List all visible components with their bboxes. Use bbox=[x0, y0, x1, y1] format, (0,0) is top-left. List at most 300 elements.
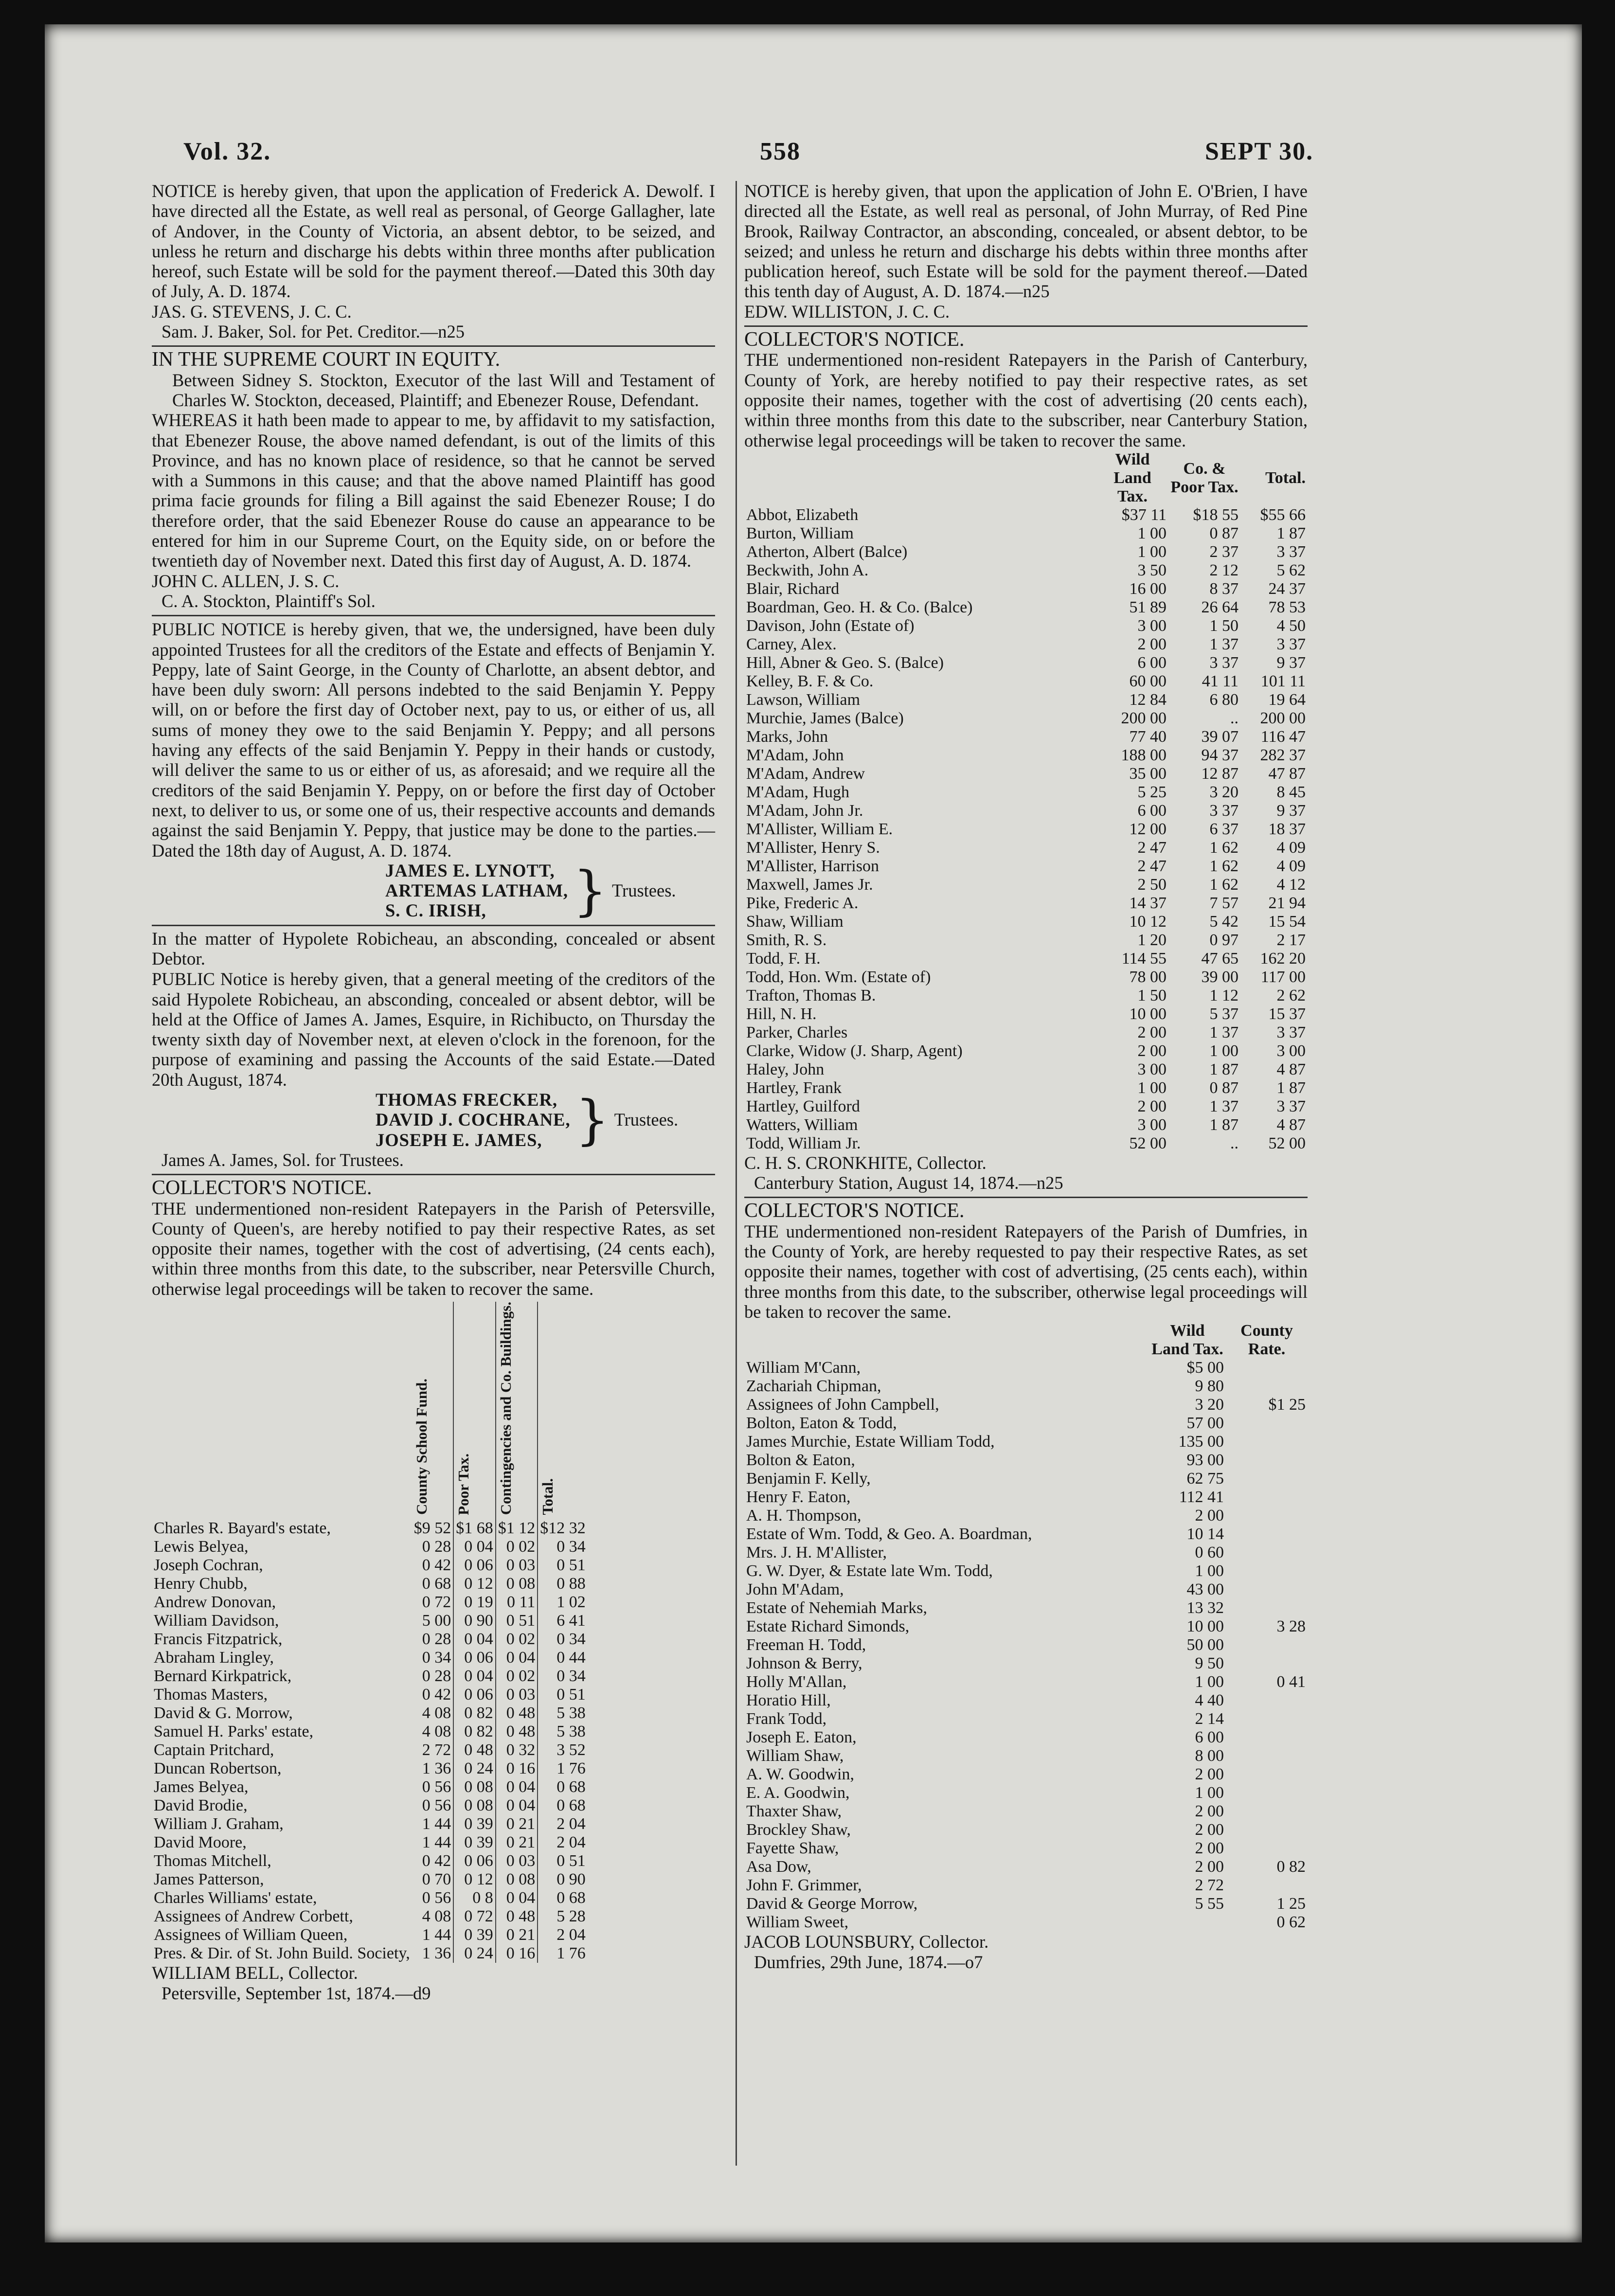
rate-value: $1 12 bbox=[496, 1519, 538, 1538]
rate-value: 0 90 bbox=[453, 1612, 496, 1630]
rate-value: 1 62 bbox=[1209, 857, 1238, 875]
rate-value: 2 00 bbox=[1195, 1858, 1224, 1876]
rule bbox=[744, 325, 1308, 327]
ratepayer-name: M'Allister, William E. bbox=[746, 820, 893, 838]
rate-value: 21 94 bbox=[1268, 894, 1306, 912]
rate-value: 0 51 bbox=[496, 1612, 538, 1630]
ratepayer-name: Hartley, Guilford bbox=[746, 1097, 860, 1115]
rate-value: 57 00 bbox=[1186, 1414, 1224, 1433]
rate-value: 0 90 bbox=[556, 1870, 586, 1889]
table-row bbox=[744, 1377, 1308, 1396]
rate-value: 0 16 bbox=[496, 1944, 538, 1963]
notice-date: Canterbury Station, August 14, 1874.—n25 bbox=[754, 1173, 1063, 1193]
rate-value bbox=[1226, 1636, 1308, 1654]
rate-value: 0 87 bbox=[1209, 524, 1238, 542]
table-row bbox=[744, 1005, 1308, 1023]
ratepayer-name: Henry F. Eaton, bbox=[746, 1488, 851, 1507]
ratepayer-name: Marks, John bbox=[746, 727, 828, 746]
ratepayer-name: John M'Adam, bbox=[746, 1580, 844, 1599]
rate-value: 0 04 bbox=[453, 1667, 496, 1686]
rate-value: 1 87 bbox=[1209, 1060, 1238, 1078]
table-row bbox=[744, 1359, 1308, 1377]
rate-value: 8 37 bbox=[1209, 579, 1238, 598]
column-header: Wild Land Tax. bbox=[1113, 450, 1151, 505]
notice-date: Dumfries, 29th June, 1874.—o7 bbox=[754, 1952, 983, 1972]
ratepayer-name: Captain Pritchard, bbox=[154, 1741, 274, 1759]
rate-value: 0 04 bbox=[496, 1796, 538, 1815]
notice-dewolf bbox=[152, 181, 715, 341]
notice-supreme-court bbox=[152, 350, 715, 611]
rate-value: 3 37 bbox=[1276, 1097, 1306, 1115]
rate-value: 4 50 bbox=[1276, 616, 1306, 635]
dumfries-rates-table bbox=[744, 1322, 1308, 1932]
rate-value bbox=[1226, 1562, 1308, 1580]
notice-heading: COLLECTOR'S NOTICE. bbox=[152, 1177, 372, 1200]
rate-value bbox=[1226, 1525, 1308, 1543]
rate-value: 1 50 bbox=[1137, 986, 1166, 1004]
rate-value: 0 51 bbox=[556, 1852, 586, 1870]
ratepayer-name: Holly M'Allan, bbox=[746, 1673, 847, 1691]
table-row bbox=[744, 876, 1308, 894]
rate-value bbox=[1226, 1765, 1308, 1784]
rate-value: 9 80 bbox=[1195, 1377, 1224, 1396]
table-row bbox=[152, 1593, 588, 1612]
rate-value: 0 21 bbox=[496, 1815, 538, 1833]
ratepayer-name: Todd, Hon. Wm. (Estate of) bbox=[746, 968, 931, 986]
rate-value: .. bbox=[1230, 709, 1238, 727]
rate-value: 1 12 bbox=[1209, 986, 1238, 1004]
table-row bbox=[744, 1433, 1308, 1451]
table-row bbox=[152, 1759, 588, 1778]
rate-value: 2 12 bbox=[1209, 561, 1238, 579]
rate-value bbox=[1226, 1377, 1308, 1396]
rate-value: 0 72 bbox=[453, 1907, 496, 1926]
ratepayer-name: Francis Fitzpatrick, bbox=[154, 1630, 283, 1649]
rate-value: 60 00 bbox=[1129, 672, 1166, 690]
newspaper-page bbox=[45, 24, 1582, 2242]
rate-value: 0 56 bbox=[412, 1796, 454, 1815]
table-row bbox=[744, 1079, 1308, 1097]
rate-value: 0 42 bbox=[412, 1556, 454, 1575]
rate-value: 282 37 bbox=[1260, 746, 1306, 764]
ratepayer-name: Todd, F. H. bbox=[746, 949, 821, 968]
rate-value: 4 08 bbox=[412, 1704, 454, 1722]
rate-value: 3 52 bbox=[556, 1741, 586, 1759]
notice-peppy-trustees bbox=[152, 619, 715, 920]
table-row bbox=[744, 709, 1308, 728]
rate-value: 0 56 bbox=[412, 1889, 454, 1907]
table-row bbox=[152, 1944, 588, 1963]
ratepayer-name: Blair, Richard bbox=[746, 579, 840, 598]
rate-value: 2 00 bbox=[1195, 1821, 1224, 1839]
rate-value: 18 37 bbox=[1268, 820, 1306, 838]
table-row bbox=[744, 1784, 1308, 1802]
ratepayer-name: Maxwell, James Jr. bbox=[746, 875, 873, 894]
column-header: Contingencies and Co. Buildings. bbox=[496, 1302, 538, 1519]
notice-text: WHEREAS it hath been made to appear to me, by affidavit to my satisfaction, that Ebenezer Rouse, the above named defendant, is out of the limits of this Province, and has no known place of residence, so that he cannot be served with a Summons in this cause; and that the above named Plaintiff has good prima facie grounds for filing a Bill against the said Ebenezer Rouse; I do therefore order, that the said Ebenezer Rouse do cause an appearance to be entered for him in our Supreme Court, on the Equity side, on or before the twentieth day of November next. Dated this first day of August, A. D. 1874. bbox=[152, 410, 715, 571]
rate-value: 5 62 bbox=[1276, 561, 1306, 579]
rate-value bbox=[1149, 1913, 1226, 1932]
rate-value: 0 19 bbox=[453, 1593, 496, 1612]
rate-value: 9 37 bbox=[1276, 653, 1306, 672]
collector-notice-canterbury bbox=[744, 330, 1308, 1193]
rule bbox=[152, 615, 715, 616]
rate-value: $37 11 bbox=[1121, 505, 1166, 524]
notice-heading: COLLECTOR'S NOTICE. bbox=[744, 328, 965, 351]
rate-value: 2 47 bbox=[1137, 838, 1166, 857]
table-row bbox=[744, 1562, 1308, 1580]
table-row bbox=[152, 1630, 588, 1649]
rate-value bbox=[1226, 1599, 1308, 1617]
rate-value: 0 21 bbox=[496, 1833, 538, 1852]
rate-value bbox=[1226, 1543, 1308, 1562]
table-row bbox=[744, 894, 1308, 913]
rate-value: 6 41 bbox=[556, 1612, 586, 1630]
rate-value: 94 37 bbox=[1201, 746, 1238, 764]
ratepayer-name: Clarke, Widow (J. Sharp, Agent) bbox=[746, 1041, 963, 1060]
table-row bbox=[744, 913, 1308, 931]
rate-value: 0 08 bbox=[453, 1796, 496, 1815]
ratepayer-name: Fayette Shaw, bbox=[746, 1839, 839, 1858]
ratepayer-name: Henry Chubb, bbox=[154, 1575, 248, 1593]
rate-value: $18 55 bbox=[1193, 505, 1238, 524]
collector-notice-petersville bbox=[152, 1178, 715, 2003]
rate-value bbox=[1226, 1839, 1308, 1858]
rate-value: 6 00 bbox=[1137, 653, 1166, 672]
volume-label: Vol. 32. bbox=[183, 138, 271, 165]
table-row bbox=[744, 968, 1308, 987]
table-row bbox=[152, 1686, 588, 1704]
rate-value: 3 28 bbox=[1276, 1617, 1306, 1636]
ratepayer-name: M'Adam, John Jr. bbox=[746, 801, 863, 820]
ratepayer-name: Atherton, Albert (Balce) bbox=[746, 542, 908, 561]
rate-value: 5 25 bbox=[1137, 783, 1166, 801]
rate-value: 1 44 bbox=[412, 1926, 454, 1944]
table-row bbox=[744, 1913, 1308, 1932]
rate-value: 0 72 bbox=[412, 1593, 454, 1612]
ratepayer-name: Horatio Hill, bbox=[746, 1691, 831, 1710]
rule bbox=[152, 1174, 715, 1175]
rate-value: 0 68 bbox=[556, 1796, 586, 1815]
ratepayer-name: M'Allister, Harrison bbox=[746, 857, 879, 875]
ratepayer-name: Beckwith, John A. bbox=[746, 561, 869, 579]
ratepayer-name: Hill, N. H. bbox=[746, 1004, 817, 1023]
rate-value: 47 87 bbox=[1268, 764, 1306, 783]
rate-value bbox=[1226, 1414, 1308, 1433]
ratepayer-name: Assignees of William Queen, bbox=[154, 1926, 348, 1944]
table-row bbox=[744, 1599, 1308, 1617]
rate-value: 3 50 bbox=[1137, 561, 1166, 579]
rate-value: 3 37 bbox=[1276, 542, 1306, 561]
rate-value bbox=[1226, 1821, 1308, 1839]
ratepayer-name: Watters, William bbox=[746, 1115, 858, 1134]
table-row bbox=[744, 765, 1308, 783]
table-row bbox=[744, 1580, 1308, 1599]
rate-value: 78 53 bbox=[1268, 598, 1306, 616]
column-header: Wild Land Tax. bbox=[1151, 1322, 1223, 1359]
rate-value: 3 37 bbox=[1276, 1023, 1306, 1041]
page-number: 558 bbox=[760, 138, 801, 165]
rule bbox=[744, 1197, 1308, 1198]
table-row bbox=[744, 1654, 1308, 1673]
ratepayer-name: Abbot, Elizabeth bbox=[746, 505, 859, 524]
rate-value: 0 48 bbox=[496, 1722, 538, 1741]
rate-value: 0 04 bbox=[496, 1778, 538, 1796]
table-row bbox=[744, 1858, 1308, 1876]
rate-value: 4 09 bbox=[1276, 838, 1306, 857]
rate-value: 0 16 bbox=[496, 1759, 538, 1778]
rate-value: 4 87 bbox=[1276, 1115, 1306, 1134]
notice-obrien bbox=[744, 181, 1308, 322]
table-row bbox=[744, 1097, 1308, 1116]
rate-value: 1 25 bbox=[1276, 1895, 1306, 1913]
table-row bbox=[152, 1852, 588, 1870]
rate-value: 135 00 bbox=[1178, 1433, 1224, 1451]
solicitor-line: C. A. Stockton, Plaintiff's Sol. bbox=[162, 591, 376, 611]
notice-text: THE undermentioned non-resident Ratepayers of the Parish of Dumfries, in the County of York, are hereby requested to pay their respective Rates, as set opposite their names, together with cost of advertising, (25 cents each), within three months from this date, to the subscriber, otherwise legal proceedings will be taken to recover the same. bbox=[744, 1221, 1308, 1322]
ratepayer-name: M'Adam, Hugh bbox=[746, 783, 850, 801]
table-row bbox=[744, 1451, 1308, 1470]
rate-value: 1 36 bbox=[412, 1759, 454, 1778]
rate-value: 2 04 bbox=[556, 1833, 586, 1852]
rate-value: 51 89 bbox=[1129, 598, 1166, 616]
collector-signature: C. H. S. CRONKHITE, Collector. bbox=[744, 1152, 987, 1173]
ratepayer-name: William Shaw, bbox=[746, 1747, 844, 1765]
rate-value: 2 04 bbox=[556, 1815, 586, 1833]
column-header bbox=[744, 450, 1096, 506]
rate-value: 200 00 bbox=[1260, 709, 1306, 727]
rate-value: 14 37 bbox=[1129, 894, 1166, 912]
rate-value: 1 00 bbox=[1137, 1078, 1166, 1097]
rate-value: 1 00 bbox=[1137, 524, 1166, 542]
ratepayer-name: Todd, William Jr. bbox=[746, 1134, 861, 1152]
rate-value: .. bbox=[1230, 1134, 1238, 1152]
right-column bbox=[744, 181, 1308, 1972]
rate-value: 0 12 bbox=[453, 1575, 496, 1593]
ratepayer-name: M'Adam, Andrew bbox=[746, 764, 865, 783]
rate-value: 0 28 bbox=[412, 1538, 454, 1556]
notice-date: Petersville, September 1st, 1874.—d9 bbox=[162, 1983, 431, 2003]
table-row bbox=[744, 1876, 1308, 1895]
rate-value: 10 00 bbox=[1129, 1004, 1166, 1023]
table-row bbox=[744, 580, 1308, 598]
table-row bbox=[744, 1134, 1308, 1153]
rate-value: 0 08 bbox=[496, 1575, 538, 1593]
rate-value: 4 87 bbox=[1276, 1060, 1306, 1078]
rate-value: 0 82 bbox=[453, 1722, 496, 1741]
rate-value: 77 40 bbox=[1129, 727, 1166, 746]
rate-value: 0 24 bbox=[453, 1944, 496, 1963]
rate-value: 2 62 bbox=[1276, 986, 1306, 1004]
rate-value: 2 04 bbox=[556, 1926, 586, 1944]
rate-value: 0 60 bbox=[1195, 1543, 1224, 1562]
table-row bbox=[744, 1802, 1308, 1821]
rate-value: 1 44 bbox=[412, 1815, 454, 1833]
rate-value: 3 00 bbox=[1276, 1041, 1306, 1060]
rate-value: 0 34 bbox=[556, 1630, 586, 1649]
notice-robicheau bbox=[152, 929, 715, 1170]
rate-value: 0 34 bbox=[556, 1538, 586, 1556]
rate-value: 0 68 bbox=[556, 1778, 586, 1796]
rate-value: 1 37 bbox=[1209, 635, 1238, 653]
rate-value: 52 00 bbox=[1129, 1134, 1166, 1152]
rate-value: 1 76 bbox=[556, 1759, 586, 1778]
ratepayer-name: James Belyea, bbox=[154, 1778, 249, 1796]
ratepayer-name: Trafton, Thomas B. bbox=[746, 986, 876, 1004]
table-row bbox=[744, 543, 1308, 561]
rate-value: 6 00 bbox=[1137, 801, 1166, 820]
ratepayer-name: Smith, R. S. bbox=[746, 931, 827, 949]
table-row bbox=[744, 506, 1308, 524]
notice-text: THE undermentioned non-resident Ratepayers in the Parish of Petersville, County of Queen's, are hereby notified to pay their respective Rates, as set opposite their names, together with the cost of advertising, (24 cents each), within three months from this date, to the subscriber, near Petersville Church, otherwise legal proceedings will be taken to recover the same. bbox=[152, 1198, 715, 1299]
rate-value: 52 00 bbox=[1268, 1134, 1306, 1152]
column-header: Poor Tax. bbox=[453, 1302, 496, 1519]
rate-value: 1 00 bbox=[1195, 1784, 1224, 1802]
table-row bbox=[744, 746, 1308, 765]
table-row bbox=[744, 1507, 1308, 1525]
collector-signature: WILLIAM BELL, Collector. bbox=[152, 1963, 358, 1983]
rate-value: 9 37 bbox=[1276, 801, 1306, 820]
rate-value: 0 70 bbox=[412, 1870, 454, 1889]
rate-value: 0 03 bbox=[496, 1686, 538, 1704]
table-row bbox=[152, 1907, 588, 1926]
ratepayer-name: Pres. & Dir. of St. John Build. Society, bbox=[154, 1944, 410, 1963]
ratepayer-name: Frank Todd, bbox=[746, 1710, 827, 1728]
rate-value: 116 47 bbox=[1260, 727, 1306, 746]
rate-value bbox=[1226, 1710, 1308, 1728]
table-row bbox=[744, 654, 1308, 672]
table-row bbox=[152, 1556, 588, 1575]
ratepayer-name: Hartley, Frank bbox=[746, 1078, 842, 1097]
rate-value: 4 08 bbox=[412, 1722, 454, 1741]
rate-value: 3 37 bbox=[1209, 801, 1238, 820]
rate-value: 35 00 bbox=[1129, 764, 1166, 783]
rate-value bbox=[1226, 1876, 1308, 1895]
rate-value: 1 44 bbox=[412, 1833, 454, 1852]
ratepayer-name: Abraham Lingley, bbox=[154, 1649, 274, 1667]
rate-value: 0 42 bbox=[412, 1686, 454, 1704]
rate-value: 26 64 bbox=[1201, 598, 1238, 616]
rate-value bbox=[1226, 1784, 1308, 1802]
rule bbox=[152, 345, 715, 347]
table-row bbox=[744, 617, 1308, 635]
ratepayer-name: Carney, Alex. bbox=[746, 635, 837, 653]
ratepayer-name: Assignees of Andrew Corbett, bbox=[154, 1907, 353, 1926]
collector-notice-dumfries bbox=[744, 1201, 1308, 1972]
column-header: County Rate. bbox=[1240, 1322, 1293, 1359]
notice-heading: In the matter of Hypolete Robicheau, an absconding, concealed or absent Debtor. bbox=[152, 929, 715, 969]
table-row bbox=[152, 1889, 588, 1907]
table-row bbox=[152, 1833, 588, 1852]
table-row bbox=[744, 987, 1308, 1005]
rate-value: 2 00 bbox=[1195, 1765, 1224, 1784]
table-row bbox=[744, 1710, 1308, 1728]
notice-text: NOTICE is hereby given, that upon the application of Frederick A. Dewolf. I have directed all the Estate, as well real as personal, of George Gallagher, late of Andover, in the County of Victoria, an absent debtor, to be seized, and unless he return and discharge his debts within three months after publication hereof, such Estate will be sold for the payment thereof.—Dated this 30th day of July, A. D. 1874. bbox=[152, 181, 715, 302]
ratepayer-name: William J. Graham, bbox=[154, 1815, 284, 1833]
rate-value: 0 32 bbox=[496, 1741, 538, 1759]
trustee-signatures bbox=[152, 1090, 715, 1150]
rate-value: 0 48 bbox=[496, 1907, 538, 1926]
rate-value: 162 20 bbox=[1260, 949, 1306, 968]
rate-value: 12 00 bbox=[1129, 820, 1166, 838]
rate-value: 0 04 bbox=[496, 1889, 538, 1907]
rate-value: 1 37 bbox=[1209, 1097, 1238, 1115]
column-header: Total. bbox=[1265, 468, 1306, 487]
ratepayer-name: Freeman H. Todd, bbox=[746, 1636, 866, 1654]
rate-value: 200 00 bbox=[1121, 709, 1166, 727]
rate-value: $1 25 bbox=[1268, 1396, 1306, 1414]
ratepayer-name: Kelley, B. F. & Co. bbox=[746, 672, 874, 690]
ratepayer-name: Samuel H. Parks' estate, bbox=[154, 1722, 314, 1741]
ratepayer-name: Benjamin F. Kelly, bbox=[746, 1470, 871, 1488]
ratepayer-name: Thomas Masters, bbox=[154, 1686, 268, 1704]
table-row bbox=[744, 857, 1308, 876]
left-column bbox=[152, 181, 715, 2003]
rate-value: 2 14 bbox=[1195, 1710, 1224, 1728]
rate-value: 2 00 bbox=[1195, 1507, 1224, 1525]
canterbury-rates-table bbox=[744, 450, 1308, 1153]
rate-value: 39 00 bbox=[1201, 968, 1238, 986]
ratepayer-name: Parker, Charles bbox=[746, 1023, 848, 1041]
ratepayer-name: James Patterson, bbox=[154, 1870, 264, 1889]
table-row bbox=[744, 802, 1308, 820]
trustees-label: Trustees. bbox=[614, 1110, 679, 1130]
rate-value: 0 02 bbox=[496, 1538, 538, 1556]
ratepayer-name: Lawson, William bbox=[746, 690, 861, 709]
rate-value: 0 82 bbox=[453, 1704, 496, 1722]
ratepayer-name: Bolton, Eaton & Todd, bbox=[746, 1414, 897, 1433]
table-row bbox=[744, 1042, 1308, 1060]
rate-value: 2 17 bbox=[1276, 931, 1306, 949]
table-row bbox=[744, 561, 1308, 580]
rate-value bbox=[1226, 1691, 1308, 1710]
trustee-name: JOSEPH E. JAMES, bbox=[376, 1130, 542, 1150]
table-row bbox=[744, 1116, 1308, 1134]
table-row bbox=[744, 1895, 1308, 1913]
rate-value: 0 11 bbox=[496, 1593, 538, 1612]
rate-value: 0 34 bbox=[412, 1649, 454, 1667]
rate-value: 15 37 bbox=[1268, 1004, 1306, 1023]
table-row bbox=[744, 1747, 1308, 1765]
table-row bbox=[744, 1765, 1308, 1784]
rate-value: 1 76 bbox=[556, 1944, 586, 1963]
rate-value: 0 06 bbox=[453, 1686, 496, 1704]
ratepayer-name: Assignees of John Campbell, bbox=[746, 1396, 939, 1414]
ratepayer-name: Murchie, James (Balce) bbox=[746, 709, 904, 727]
rate-value: 0 87 bbox=[1209, 1078, 1238, 1097]
ratepayer-name: Charles Williams' estate, bbox=[154, 1889, 317, 1907]
ratepayer-name: Bolton & Eaton, bbox=[746, 1451, 855, 1470]
rate-value: 93 00 bbox=[1186, 1451, 1224, 1470]
rule bbox=[152, 925, 715, 926]
rate-value: 5 28 bbox=[556, 1907, 586, 1926]
collector-signature: JACOB LOUNSBURY, Collector. bbox=[744, 1932, 989, 1952]
rate-value: 0 12 bbox=[453, 1870, 496, 1889]
table-row bbox=[744, 1821, 1308, 1839]
notice-heading: IN THE SUPREME COURT IN EQUITY. bbox=[152, 348, 501, 371]
ratepayer-name: Joseph E. Eaton, bbox=[746, 1728, 857, 1747]
table-row bbox=[152, 1741, 588, 1759]
table-row bbox=[744, 1543, 1308, 1562]
trustee-name: DAVID J. COCHRANE, bbox=[376, 1110, 571, 1130]
table-row bbox=[744, 1691, 1308, 1710]
table-row bbox=[152, 1667, 588, 1686]
table-row bbox=[744, 950, 1308, 968]
rate-value: 1 00 bbox=[1195, 1673, 1224, 1691]
ratepayer-name: David Brodie, bbox=[154, 1796, 248, 1815]
rate-value: 0 88 bbox=[556, 1575, 586, 1593]
rate-value bbox=[1226, 1802, 1308, 1821]
